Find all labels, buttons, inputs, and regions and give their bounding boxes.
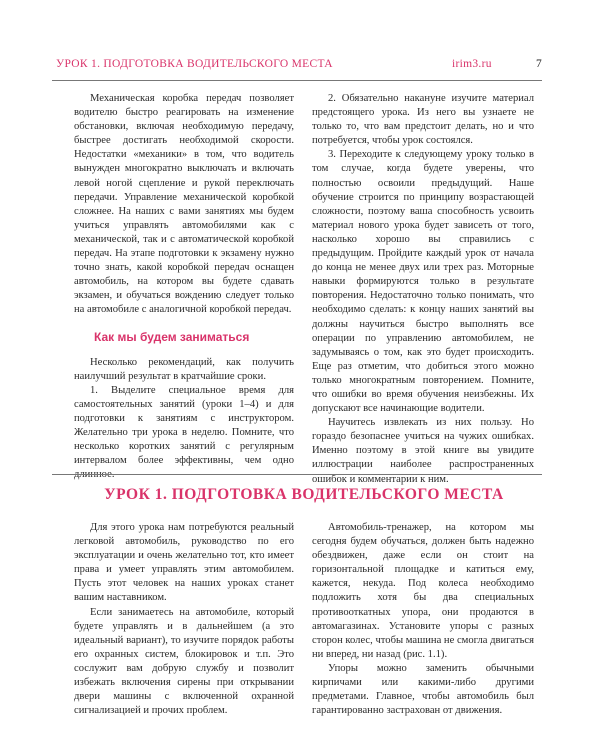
running-header-site: irim3.ru	[452, 58, 492, 70]
top-left-column	[74, 92, 294, 482]
running-header	[52, 58, 542, 76]
running-header-title: УРОК 1. ПОДГОТОВКА ВОДИТЕЛЬСКОГО МЕСТА	[56, 58, 333, 70]
paragraph: Для этого урока нам потребуются реальный легковой автомобиль, руководство по его эксплуатации и очень желательно тот, кто имеет права и умеет управлять этим автомобилем. Пусть этот человек на наших уроках станет вашим наставником.	[74, 522, 294, 604]
paragraph: Несколько рекомендаций, как получить наилучший результат в кратчайшие сроки.	[74, 356, 294, 382]
paragraph: Научитесь извлекать из них пользу. Но гораздо безопаснее учиться на чужих ошибках. Именно поэтому в этой книге вы увидите иллюстрации наиболее распространенных ошибок и комментарии к ним.	[312, 417, 534, 485]
bottom-left-column	[74, 521, 294, 718]
paragraph: 2. Обязательно накануне изучите материал предстоящего урока. Из него вы узнаете не только то, что вам предстоит делать, но и что потребуется, чтобы урок состоялся.	[312, 93, 534, 147]
paragraph: 3. Переходите к следующему уроку только в том случае, когда будете уверены, что полностью освоили предыдущий. Наше обучение строится по принципу возрастающей сложности, поэтому ваша способность усвоить материал нового урока будет зависеть от того, насколько хорошо вы справились с предыдущим. Пройдите каждый урок от начала до конца не менее двух или трех раз. Моторные навыки формируются только в результате повторения. Недостаточно только понимать, что необходимо сделать: к концу наших занятий вы должны научиться быстро выполнять все операции по управлению автомобилем, не задумываясь о том, как это будет происходить. Еще раз отметим, что добиться этого можно только многократным повторением. Помните, что ошибки во время обучения неизбежны. Их допускают все начинающие водители.	[312, 149, 534, 415]
section-rule	[52, 474, 542, 475]
section-heading: Как мы будем заниматься	[94, 329, 250, 344]
paragraph: Механическая коробка передач позволяет водителю быстро реагировать на изменение обстановки, включая необходимую передачу, быстрее достигать необходимой скорости. Недостатки «механики» в том, что водитель вынужден многократно выключать и включать левой ногой сцепление и рукой переключать передачи. Управление механической коробкой сложнее. На наших с вами занятиях мы будем учиться управлять автомобилями как с механической, так и с автоматической коробкой передач. На этапе подготовки к экзамену нужно точно знать, какой коробкой передач оснащен автомобиль, на котором вы будете сдавать экзамен, и обучаться вождению следует только на автомобиле с аналогичной коробкой передач.	[74, 93, 294, 316]
lesson-title: УРОК 1. ПОДГОТОВКА ВОДИТЕЛЬСКОГО МЕСТА	[104, 486, 504, 503]
paragraph: 1. Выделите специальное время для самостоятельных занятий (уроки 1–4) и для подготовки к занятиям с инструктором. Желательно три урока в неделю. Помните, что несколько коротких занятий с регулярным интервалом более эффективны, чем одно длинное.	[74, 384, 294, 481]
paragraph: Автомобиль-тренажер, на котором мы сегодня будем обучаться, должен быть надежно обездвижен, даже если он стоит на горизонтальной площадке и катиться ему, кажется, некуда. Под колеса необходимо подложить хотя бы два специальных противооткатных упора, они продаются в автомагазинах. Установите упоры с разных сторон колес, чтобы машина не смогла двигаться ни вперед, ни назад (рис. 1.1).	[312, 522, 534, 660]
page-number: 7	[535, 58, 542, 70]
paragraph: Если занимаетесь на автомобиле, который будете управлять и в дальнейшем (а это идеальный вариант), то изучите порядок работы его охранных систем, блокировок и т.п. Это сослужит вам добрую службу и позволит избежать включения сирены при открывании двери машины с включенной охранной сигнализацией и прочих проблем.	[74, 606, 294, 717]
header-rule	[52, 80, 542, 81]
paragraph: Упоры можно заменить обычными кирпичами или какими-либо другими предметами. Главное, чтобы автомобиль был гарантированно застрахован от движения.	[312, 662, 534, 717]
bottom-right-column	[312, 521, 534, 718]
top-right-column	[312, 92, 534, 487]
